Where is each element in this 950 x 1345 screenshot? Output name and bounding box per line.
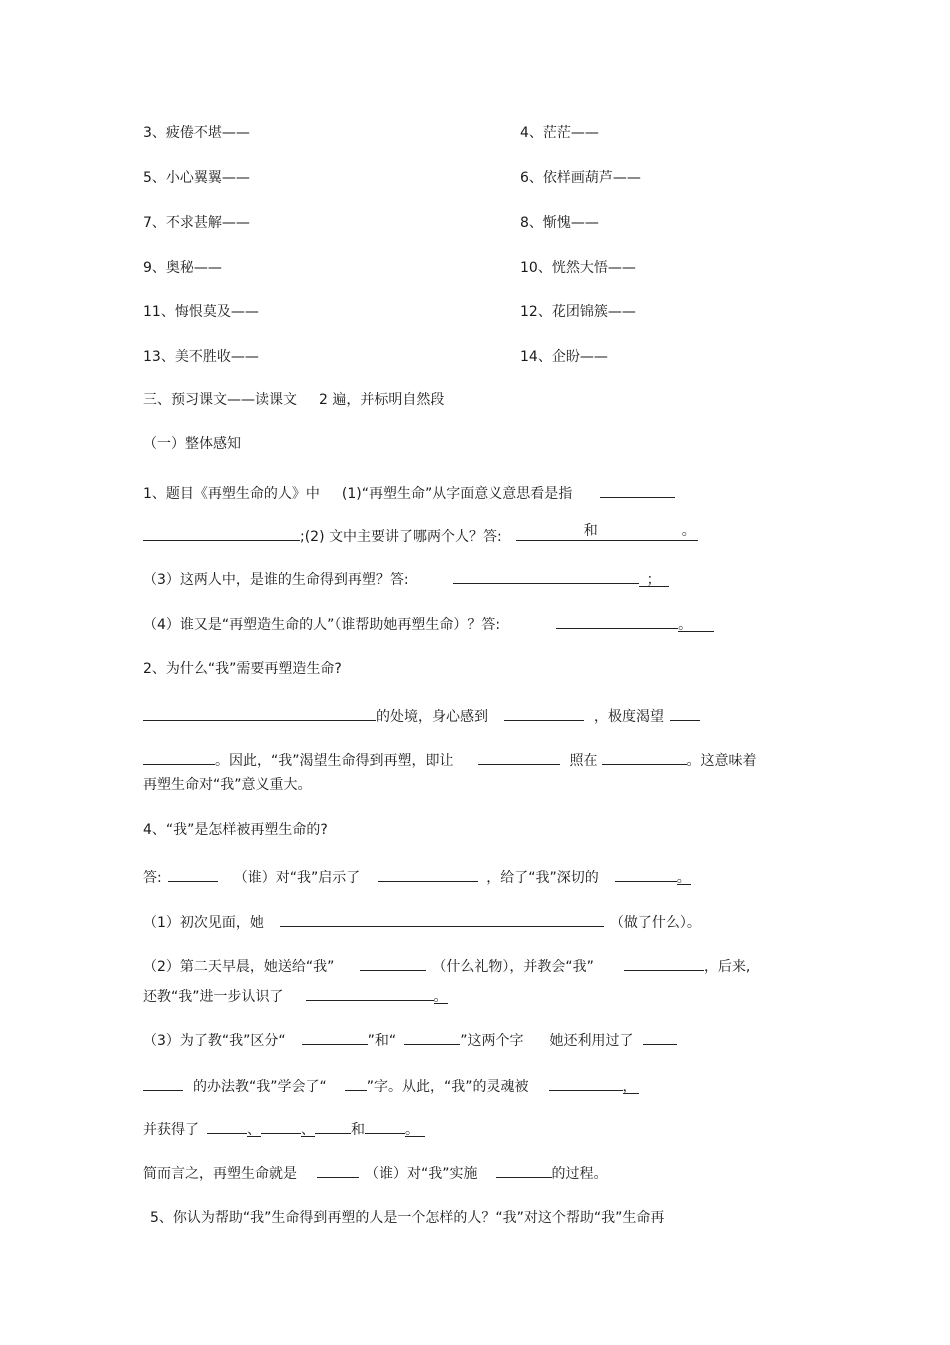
section-heading-text: 三、预习课文——读课文 bbox=[143, 392, 297, 408]
q1-prompt: 1、题目《再塑生命的人》中 bbox=[143, 486, 320, 502]
q2-text-e: 。这意味着 bbox=[686, 753, 757, 769]
q2-line-2 bbox=[143, 748, 757, 771]
answer-blank[interactable] bbox=[280, 910, 604, 927]
q4-2-gift: （什么礼物），并教会“我” bbox=[432, 959, 594, 975]
q1-line-4 bbox=[143, 612, 714, 635]
vocab-item-6: 6、依样画葫芦—— bbox=[520, 170, 641, 186]
q2-line-3: 再塑生命对“我”意义重大。 bbox=[143, 777, 312, 793]
vocab-item-11: 11、悔恨莫及—— bbox=[143, 304, 259, 320]
answer-blank[interactable] bbox=[306, 984, 434, 1001]
vocab-item-10: 10、恍然大悟—— bbox=[520, 260, 636, 276]
q4-3-end: 。 bbox=[405, 1120, 425, 1137]
answer-blank[interactable] bbox=[143, 704, 376, 721]
q4-title: 4、“我”是怎样被再塑生命的? bbox=[143, 822, 328, 838]
q4-answer-label: 答: bbox=[143, 870, 162, 886]
q2-title: 2、为什么“我”需要再塑造生命? bbox=[143, 661, 342, 677]
q4-3-method: 的办法教“我”学会了“ bbox=[193, 1079, 327, 1095]
q4-3-and2: 和 bbox=[351, 1122, 365, 1138]
q1-sub2: ;(2) 文中主要讲了哪两个人？答: bbox=[300, 529, 502, 545]
summary-a: 简而言之，再塑生命就是 bbox=[143, 1166, 297, 1182]
q4-2-line-1 bbox=[143, 954, 750, 977]
q4-end: 。 bbox=[676, 870, 691, 886]
answer-blank[interactable] bbox=[317, 1161, 359, 1178]
subsection-heading: （一）整体感知 bbox=[143, 436, 241, 452]
vocab-item-5: 5、小心翼翼—— bbox=[143, 170, 250, 186]
answer-blank[interactable] bbox=[643, 1028, 677, 1045]
q4-3-chars: ”这两个字 bbox=[460, 1033, 524, 1049]
answer-blank[interactable] bbox=[478, 748, 560, 765]
answer-blank[interactable] bbox=[602, 748, 687, 765]
q4-1-suffix: （做了什么）。 bbox=[609, 915, 701, 931]
q4-3-sep1: 、 bbox=[247, 1122, 261, 1138]
answer-blank[interactable] bbox=[207, 1117, 247, 1134]
answer-blank[interactable] bbox=[302, 1028, 368, 1045]
answer-blank[interactable] bbox=[496, 1161, 552, 1178]
answer-blank[interactable] bbox=[168, 865, 218, 882]
q2-text-c: 。因此，“我”渴望生命得到再塑，即让 bbox=[215, 753, 454, 769]
q1-end: 。 bbox=[681, 523, 696, 539]
q4-3-line-3 bbox=[143, 1117, 425, 1140]
q4-who: （谁）对“我”启示了 bbox=[233, 870, 361, 886]
q4-answer-line bbox=[143, 865, 691, 888]
q1-4-prompt: （4）谁又是“再塑造生命的人”（谁帮助她再塑生命）？答: bbox=[143, 617, 501, 633]
answer-blank[interactable] bbox=[345, 1074, 367, 1091]
vocab-item-12: 12、花团锦簇—— bbox=[520, 304, 636, 320]
answer-blank[interactable] bbox=[143, 1074, 183, 1091]
q4-3-comma: ， bbox=[622, 1079, 637, 1095]
vocab-item-8: 8、惭愧—— bbox=[520, 215, 599, 231]
q4-3-and: ”和“ bbox=[367, 1033, 397, 1049]
q1-3-end: ； bbox=[639, 570, 669, 587]
answer-blank[interactable] bbox=[624, 954, 704, 971]
q4-2-prompt: （2）第二天早晨，她送给“我” bbox=[143, 959, 335, 975]
answer-blank-pair[interactable] bbox=[516, 524, 698, 541]
answer-blank[interactable] bbox=[378, 865, 478, 882]
q4-2-line-2 bbox=[143, 984, 448, 1007]
summary-line bbox=[143, 1161, 608, 1184]
q4-3-soul: ”字。从此，“我”的灵魂被 bbox=[366, 1079, 529, 1095]
q2-line-1 bbox=[143, 704, 700, 727]
answer-blank[interactable] bbox=[360, 954, 426, 971]
answer-blank[interactable] bbox=[404, 1028, 460, 1045]
answer-blank[interactable] bbox=[261, 1117, 301, 1134]
answer-blank[interactable] bbox=[600, 481, 675, 498]
answer-blank[interactable] bbox=[453, 567, 639, 584]
vocab-item-4: 4、茫茫—— bbox=[520, 125, 599, 141]
q2-text-b: ，极度渴望 bbox=[594, 709, 664, 725]
q4-3-line-1 bbox=[143, 1028, 677, 1051]
summary-b: （谁）对“我”实施 bbox=[365, 1166, 478, 1182]
answer-blank[interactable] bbox=[315, 1117, 351, 1134]
q4-3-line-2 bbox=[143, 1074, 639, 1097]
q4-3-prompt: （3）为了教“我”区分“ bbox=[143, 1033, 286, 1049]
vocab-item-7: 7、不求甚解—— bbox=[143, 215, 250, 231]
q1-3-prompt: （3）这两人中，是谁的生命得到再塑？答: bbox=[143, 572, 409, 588]
answer-blank[interactable] bbox=[143, 748, 215, 765]
q2-text-d: 照在 bbox=[569, 753, 598, 769]
q1-line-2 bbox=[143, 524, 698, 547]
vocab-item-14: 14、企盼—— bbox=[520, 349, 608, 365]
answer-blank[interactable] bbox=[504, 704, 584, 721]
q4-2-end: 。 bbox=[433, 989, 448, 1005]
q4-3-gained: 并获得了 bbox=[143, 1122, 199, 1138]
q5-prompt: 5、你认为帮助“我”生命得到再塑的人是一个怎样的人？“我”对这个帮助“我”生命再 bbox=[150, 1210, 665, 1226]
answer-blank[interactable] bbox=[556, 612, 678, 629]
q1-line-3 bbox=[143, 567, 669, 590]
section-heading bbox=[143, 390, 444, 410]
q4-1-prompt: （1）初次见面，她 bbox=[143, 915, 264, 931]
q4-2-cont: 还教“我”进一步认识了 bbox=[143, 989, 284, 1005]
vocab-item-3: 3、疲倦不堪—— bbox=[143, 125, 250, 141]
q1-and: 和 bbox=[583, 523, 598, 539]
q4-gave: ，给了“我”深切的 bbox=[486, 870, 599, 886]
q4-3-sep2: 、 bbox=[301, 1122, 315, 1138]
answer-blank[interactable] bbox=[143, 524, 300, 541]
answer-blank[interactable] bbox=[549, 1074, 623, 1091]
q4-3-used: 她还利用过了 bbox=[549, 1033, 634, 1049]
section-heading-note: 2 遍，并标明自然段 bbox=[319, 392, 445, 408]
vocab-item-13: 13、美不胜收—— bbox=[143, 349, 259, 365]
summary-c: 的过程。 bbox=[551, 1166, 608, 1182]
q1-line-1 bbox=[143, 481, 675, 504]
q1-sub1: (1)“再塑生命”从字面意义意思看是指 bbox=[341, 486, 573, 502]
q4-2-then: ，后来, bbox=[703, 959, 751, 975]
q1-4-end: 。 bbox=[678, 615, 714, 632]
answer-blank[interactable] bbox=[615, 865, 677, 882]
answer-blank[interactable] bbox=[670, 704, 700, 721]
q2-text-a: 的处境，身心感到 bbox=[376, 709, 488, 725]
vocab-item-9: 9、奥秘—— bbox=[143, 260, 222, 276]
answer-blank[interactable] bbox=[365, 1117, 405, 1134]
q4-1-line bbox=[143, 910, 701, 933]
